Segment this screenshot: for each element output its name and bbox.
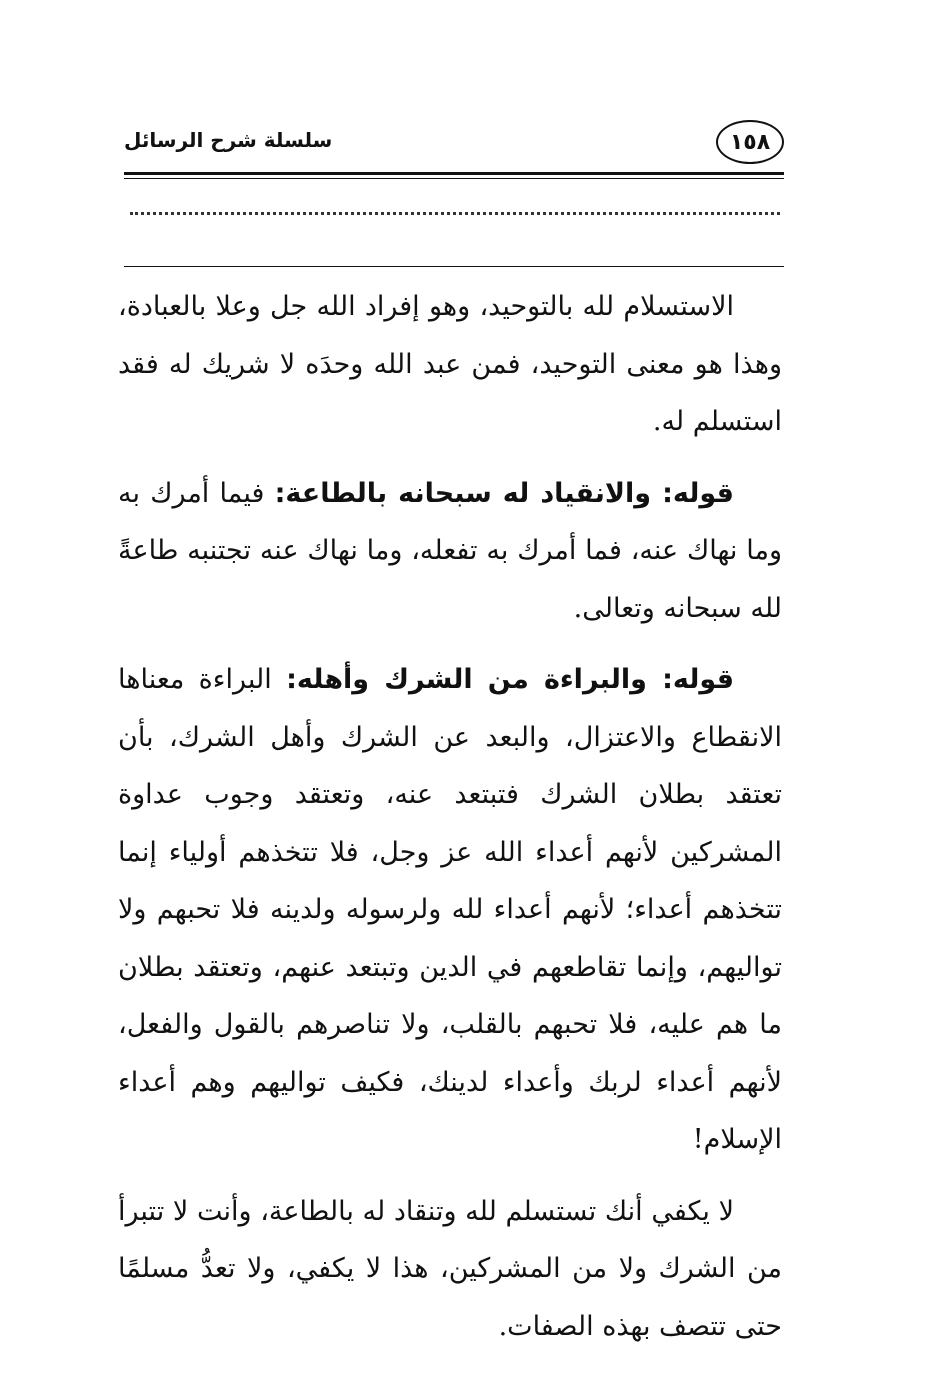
body-text (118, 278, 782, 1369)
paragraph-2 (118, 465, 782, 638)
paragraph-4-text: لا يكفي أنك تستسلم لله وتنقاد له بالطاعة، وأنت لا تتبرأ من الشرك ولا من المشركين، هذا لا يكفي، ولا تعدُّ مسلمًا حتى تتصف بهذه الصفات. (118, 1195, 782, 1342)
series-title: سلسلة شرح الرسائل (124, 128, 333, 152)
paragraph-3-lead: قوله: والبراءة من الشرك وأهله: (286, 664, 734, 695)
paragraph-4 (118, 1183, 782, 1356)
page-number: ١٥٨ (729, 129, 771, 155)
header-rule-thin (124, 178, 784, 179)
paragraph-3-text: البراءة معناها الانقطاع والاعتزال، والبعد عن الشرك وأهل الشرك، بأن تعتقد بطلان الشرك فتبتعد عنه، وتعتقد وجوب عداوة المشركين لأنهم أعداء الله عز وجل، فلا تتخذهم أولياء إنما تتخذهم أعداء؛ لأنهم أعداء لله ولرسوله ولدينه فلا تحبهم ولا تواليهم، وإنما تقاطعهم في الدين وتبتعد عنهم، وتعتقد بطلان ما هم عليه، فلا تحبهم بالقلب، ولا تناصرهم بالقول والفعل، لأنهم أعداء لربك وأعداء لدينك، فكيف تواليهم وهم أعداء الإسلام! (118, 664, 782, 1155)
paragraph-3 (118, 651, 782, 1169)
dotted-separator (130, 212, 780, 215)
paragraph-1-text: الاستسلام لله بالتوحيد، وهو إفراد الله جل وعلا بالعبادة، وهذا هو معنى التوحيد، فمن عبد الله وحدَه لا شريك له فقد استسلم له. (118, 291, 782, 437)
paragraph-1 (118, 278, 782, 451)
header-rule-thick (124, 172, 784, 175)
page-number-badge (716, 120, 784, 164)
page-header (124, 118, 784, 172)
section-rule (124, 266, 784, 267)
paragraph-2-text: فيما أمرك به وما نهاك عنه، فما أمرك به تفعله، وما نهاك عنه تجتنبه طاعةً لله سبحانه وتعالى. (118, 477, 782, 624)
paragraph-2-lead: قوله: والانقياد له سبحانه بالطاعة: (274, 477, 734, 509)
